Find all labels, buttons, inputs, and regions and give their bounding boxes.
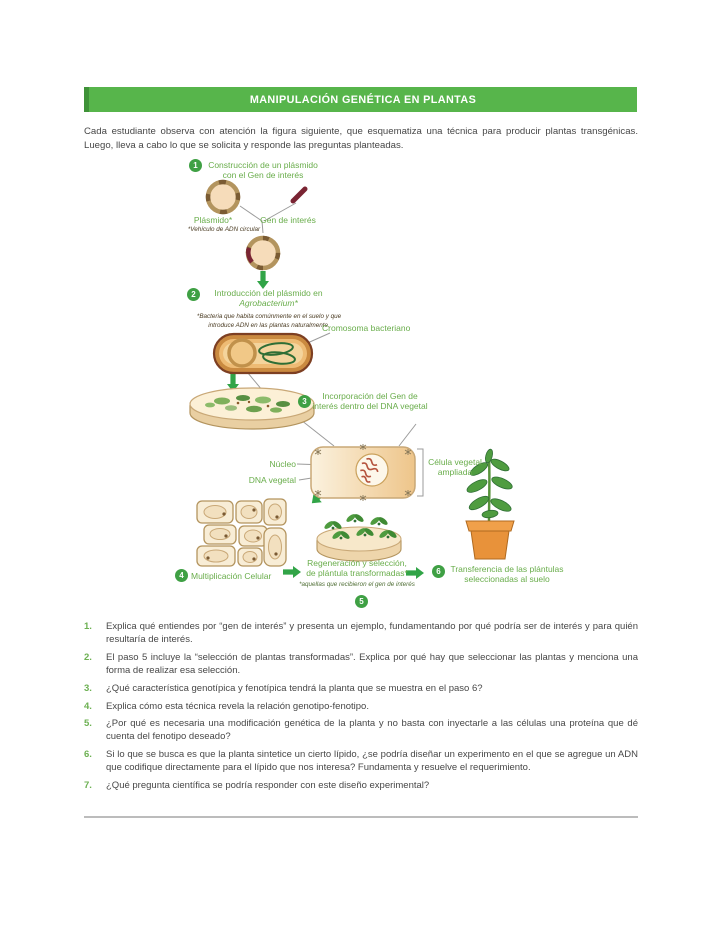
gene-label: Gen de interés (260, 215, 316, 225)
question-number: 4. (84, 700, 92, 712)
step5-label: Regeneración y selección, de plántula transformadas* (306, 558, 408, 579)
plasmid-label: Plásmido* (193, 215, 233, 225)
plasmid-icon (208, 182, 238, 212)
plasmid-in-bacterium-icon (229, 340, 255, 366)
step2-label: Introducción del plásmido en Agrobacterium* (214, 288, 323, 309)
step4-badge: 4 (175, 569, 188, 582)
step2-footnote: *Bacteria que habita comúnmente en el suelo y que introduce ADN en las plantas naturalmente. (196, 313, 342, 329)
question-text: ¿Qué característica genotípica y fenotípica tendrá la planta que se muestra en el paso 6? (106, 682, 483, 694)
plant-cell-icon (311, 444, 415, 501)
bacterium-icon (214, 334, 312, 373)
question-number: 2. (84, 651, 92, 663)
step2-badge: 2 (187, 288, 200, 301)
step3-label: Incorporación del Gen de interés dentro del DNA vegetal (312, 391, 428, 412)
question-item (84, 718, 638, 744)
pot-body-icon (471, 531, 509, 559)
question-number: 6. (84, 749, 92, 761)
question-item (84, 749, 638, 775)
question-text: Si lo que se busca es que la planta sintetice un cierto lípido, ¿se podría diseñar un experimento en el que se agregue un ADN que codifique directamente para el lípido que nos interesa? Fundamenta y resuelve el requerimiento. (106, 749, 638, 774)
pot-rim-icon (466, 521, 514, 531)
step5-badge: 5 (355, 595, 368, 608)
question-number: 7. (84, 780, 92, 792)
plasmid-footnote: *Vehículo de ADN circular (187, 226, 261, 233)
step1-badge: 1 (189, 159, 202, 172)
step5-footnote: *aquellas que recibieron el gen de interés (299, 581, 415, 588)
question-number: 1. (84, 621, 92, 632)
gene-rod-icon (293, 189, 305, 201)
cell-cluster-icon (197, 499, 286, 566)
intro-paragraph: Cada estudiante observa con atención la figura siguiente, que esquematiza una técnica para producir plantas transgénicas. Luego, lleva a cabo lo que se solicita y responde las preguntas planteadas. (84, 125, 638, 151)
plantlet-dish-icon (317, 513, 401, 561)
question-item (84, 621, 638, 647)
step1-label: Construcción de un plásmido con el Gen de interés (208, 160, 318, 181)
question-number: 3. (84, 682, 92, 694)
question-text: ¿Qué pregunta científica se podría responder con este diseño experimental? (106, 780, 430, 792)
question-item (84, 701, 638, 714)
page-title: MANIPULACIÓN GENÉTICA EN PLANTAS (249, 93, 477, 106)
petri-dish-icon (190, 388, 314, 429)
question-item (84, 652, 638, 678)
bottom-divider (84, 816, 638, 818)
nucleus-label: Núcleo (269, 459, 296, 469)
question-item (84, 780, 638, 793)
step4-label: Multiplicación Celular (191, 571, 272, 581)
question-text: El paso 5 incluye la “selección de plantas transformadas”. Explica por qué hay que seleccionar las plantas y menciona una forma de realizar esa selección. (106, 651, 638, 676)
step6-badge: 6 (432, 565, 445, 578)
question-text: Explica qué entiendes por “gen de interés” y presenta un ejemplo, fundamentando por qué podría ser de interés y para quién resultaría de interés. (106, 621, 638, 645)
question-list (84, 621, 638, 798)
question-item (84, 683, 638, 696)
dna-vegetal-label: DNA vegetal (248, 475, 296, 485)
chromosome-label: Cromosoma bacteriano (322, 323, 411, 333)
question-number: 5. (84, 718, 92, 730)
question-text: Explica cómo esta técnica revela la relación genotipo-fenotipo. (106, 700, 369, 712)
step6-label: Transferencia de las plántulas seleccionadas al suelo (450, 564, 564, 585)
recombinant-plasmid-icon (248, 238, 278, 268)
question-text: ¿Por qué es necesaria una modificación genética de la planta y no basta con inyectarle a las células una proteína que dé cuenta del fenotipo deseado? (106, 718, 638, 743)
step3-badge: 3 (298, 395, 311, 408)
enlarged-cell-label: Célula vegetal ampliada (428, 457, 482, 478)
